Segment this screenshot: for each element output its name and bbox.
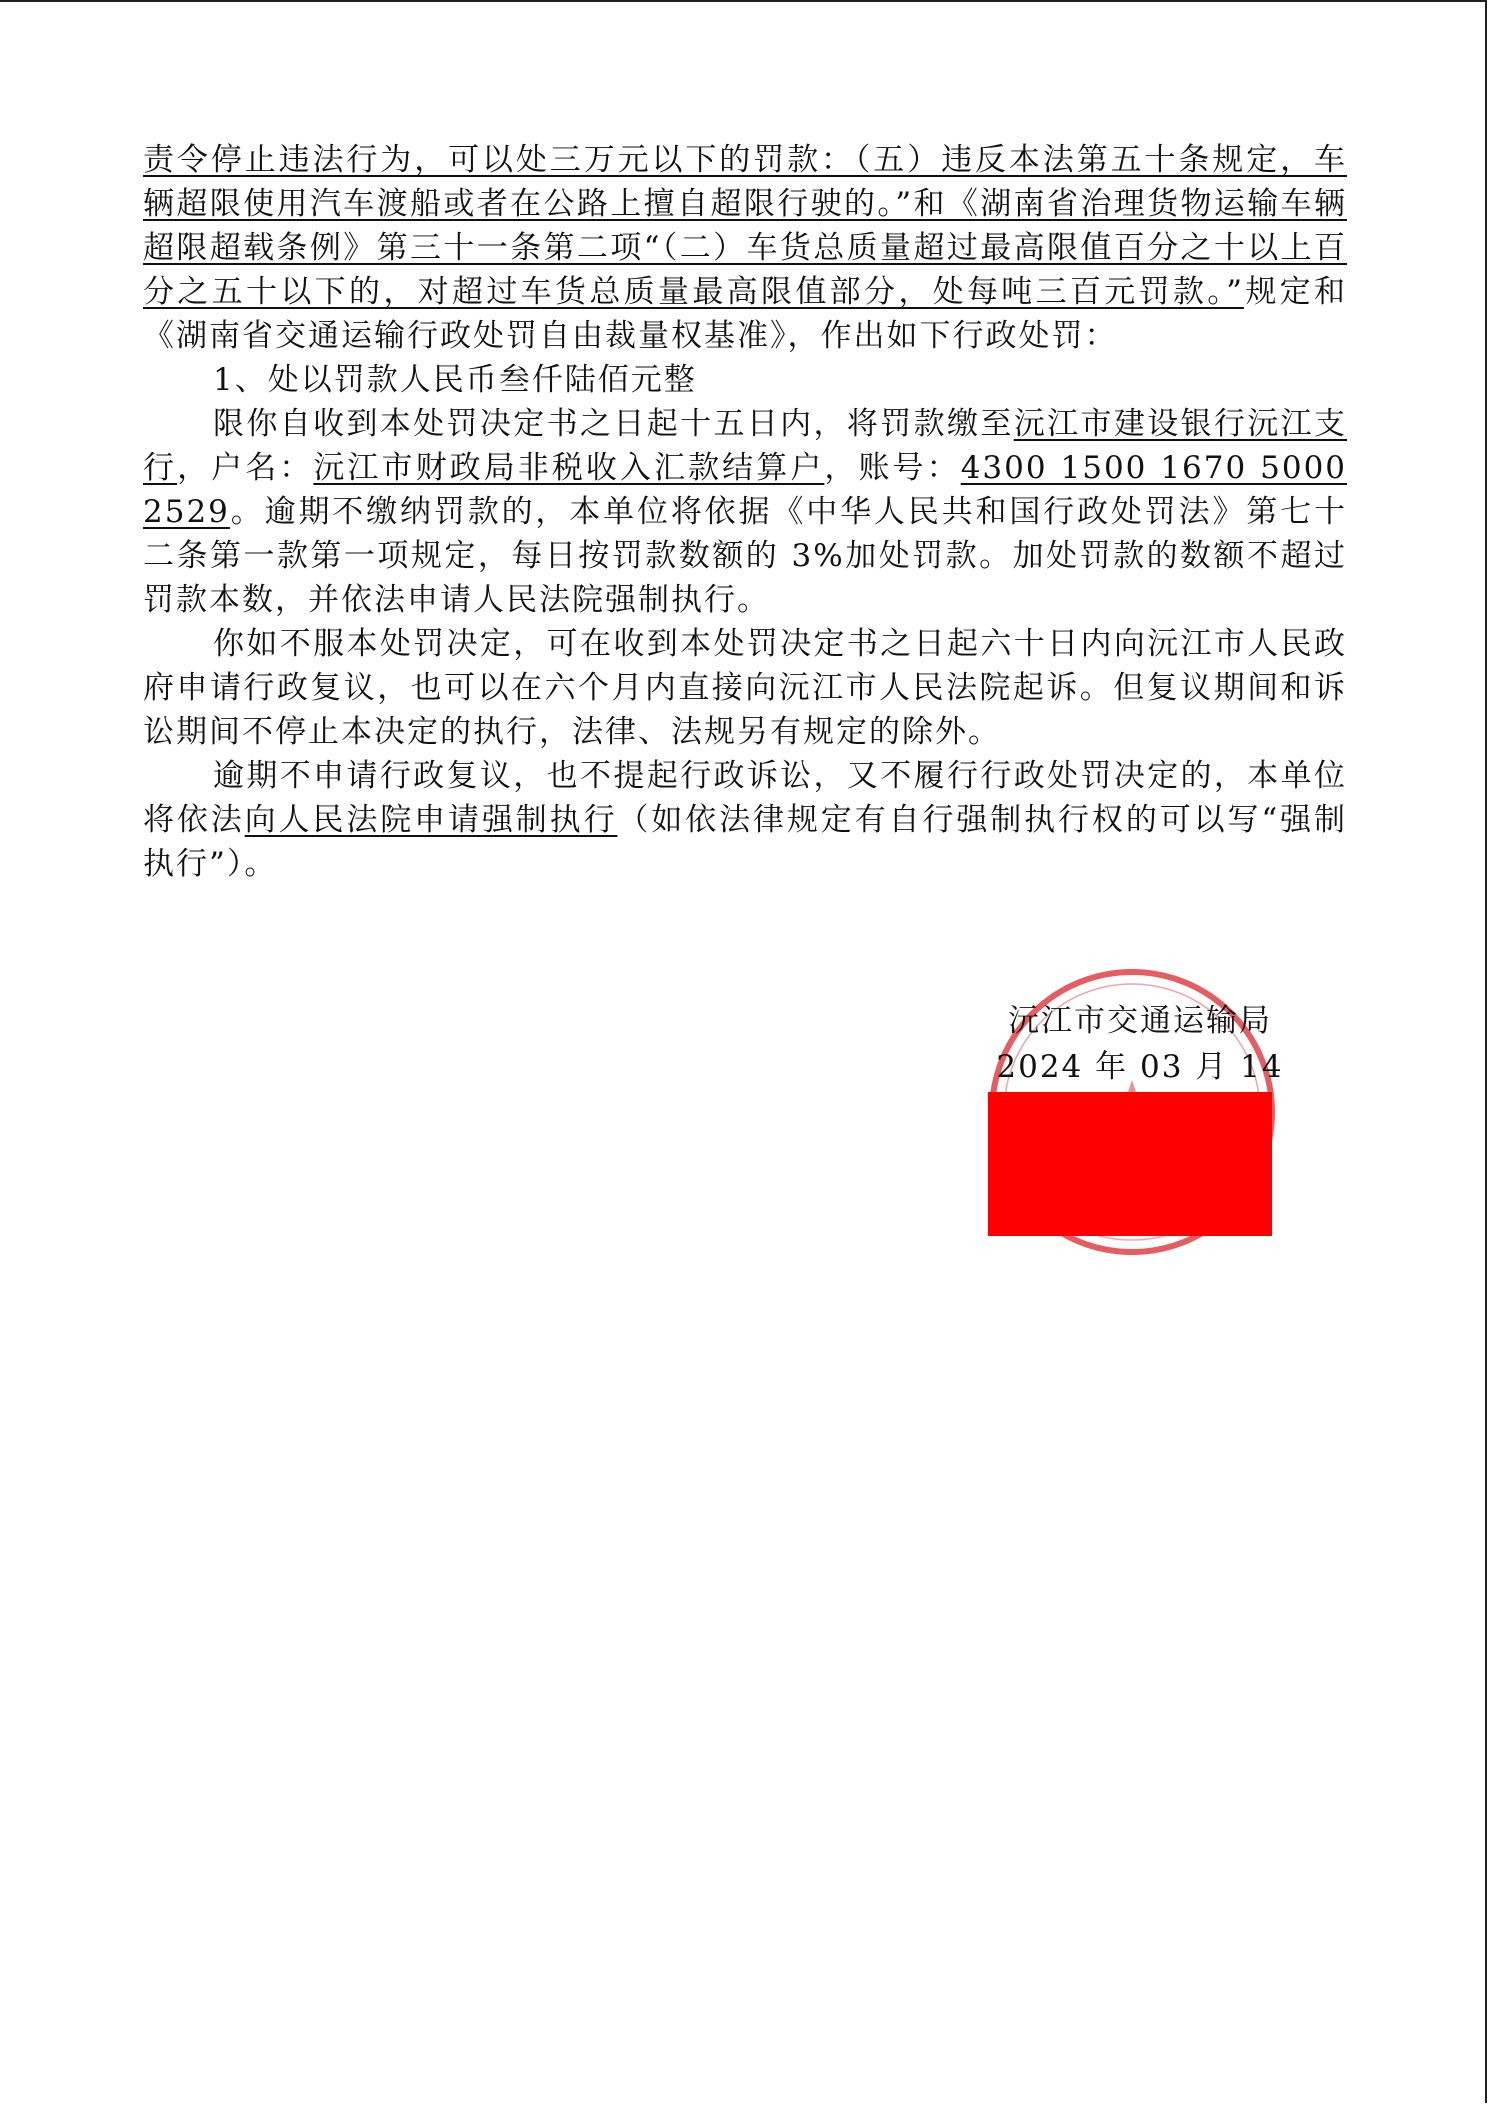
enforcement-text-a: 逾期不申请行政复议，也不提起行政诉讼，又不履行行政处罚决定的，本单位将依法 xyxy=(143,758,1347,838)
enforcement-paragraph xyxy=(143,754,1347,886)
enforcement-method: 向人民法院申请强制执行 xyxy=(244,802,618,838)
account-name: 沅江市财政局非税收入汇款结算户 xyxy=(313,450,825,486)
enforcement-text-b: （如依法律规定有自行强制执行权的可以写“强制执行”）。 xyxy=(143,802,1347,882)
penalty-basis-paragraph xyxy=(143,138,1347,358)
issuing-organization: 沅江市交通运输局 xyxy=(1008,1003,1272,1039)
account-number: 4300 1500 1670 5000 2529 xyxy=(143,450,1348,530)
payment-paragraph xyxy=(143,402,1347,622)
payment-text-a: 限你自收到本处罚决定书之日起十五日内，将罚款缴至 xyxy=(213,406,1014,442)
legal-citation: 责令停止违法行为，可以处三万元以下的罚款：（五）违反本法第五十条规定，车辆超限使用汽车渡船或者在公路上擅自超限行驶的。”和《湖南省治理货物运输车辆超限超载条例》第三十一条第二项“（二）车货总质量超过最高限值百分之十以上百分之五十以下的，对超过车货总质量最高限值部分，处每吨三百元罚款。” xyxy=(143,142,1347,310)
appeal-paragraph: 你如不服本处罚决定，可在收到本处罚决定书之日起六十日内向沅江市人民政府申请行政复议，也可以在六个月内直接向沅江市人民法院起诉。但复议期间和诉讼期间不停止本决定的执行，法律、法规另有规定的除外。 xyxy=(143,626,1347,750)
payment-text-c: ，账号： xyxy=(824,450,961,486)
payment-text-b: ，户名： xyxy=(177,450,314,486)
issue-date: 2024 年 03 月 14 xyxy=(996,1049,1284,1085)
payment-text-d: 。逾期不缴纳罚款的，本单位将依据《中华人民共和国行政处罚法》第七十二条第一款第一项规定，每日按罚款数额的 3%加处罚款。加处罚款的数额不超过罚款本数，并依法申请人民法院强制执行。 xyxy=(143,494,1347,618)
penalty-basis-tail: 规定和《湖南省交通运输行政处罚自由裁量权基准》，作出如下行政处罚： xyxy=(143,274,1347,354)
document-body xyxy=(143,138,1347,886)
redaction-box xyxy=(988,1092,1272,1236)
bank-name: 沅江市建设银行沅江支行 xyxy=(143,406,1348,486)
penalty-item-1: 1、处以罚款人民币叁仟陆佰元整 xyxy=(213,362,697,398)
